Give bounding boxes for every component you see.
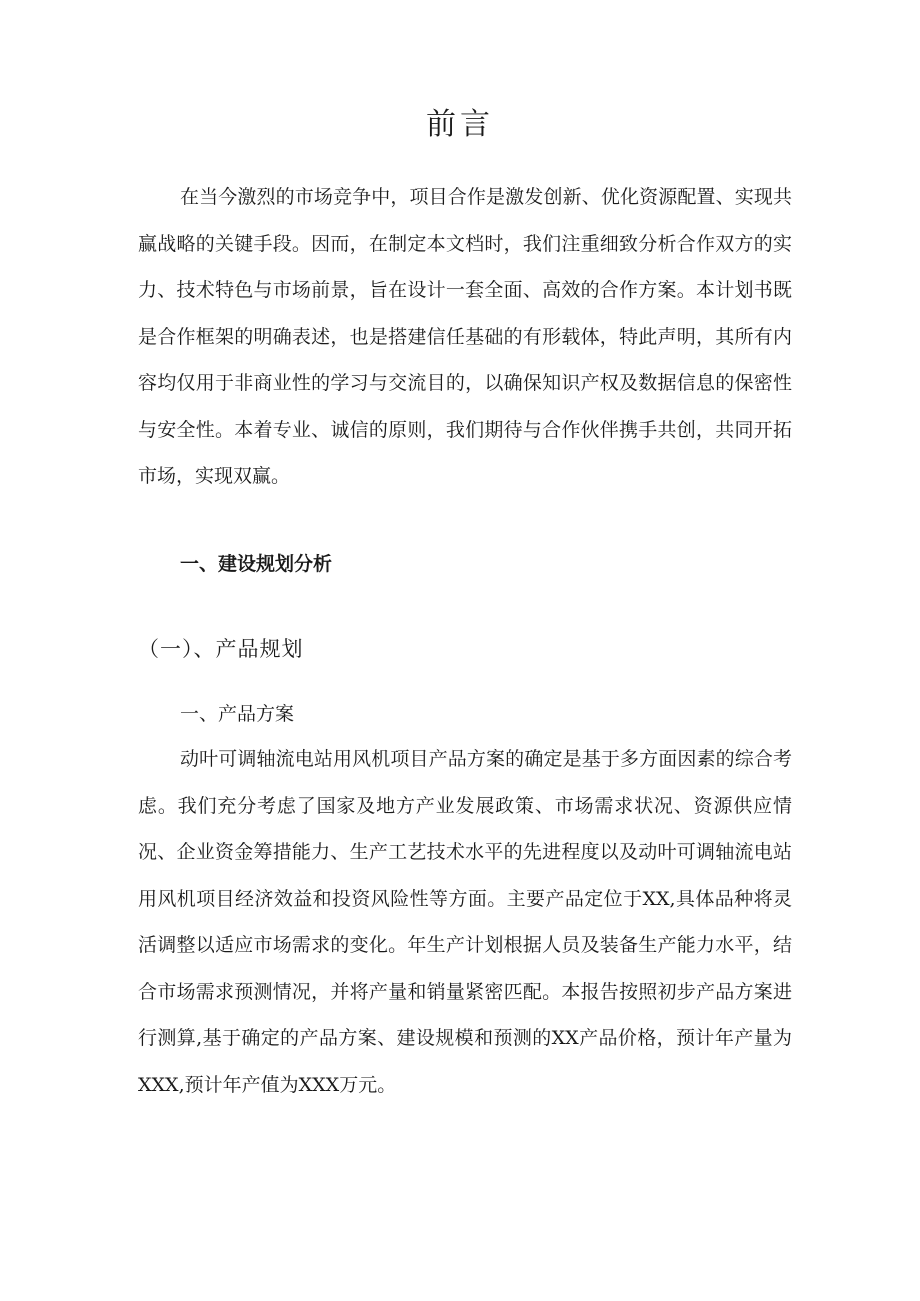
section-heading: 一、建设规划分析 [180, 553, 333, 575]
intro-paragraph: 在当今激烈的市场竞争中，项目合作是激发创新、优化资源配置、实现共赢战略的关键手段。因而，在制定本文档时，我们注重细致分析合作双方的实力、技术特色与市场前景，旨在设计一套全面、高效的合作方案。本计划书既是合作框架的明确表述，也是搭建信任基础的有形载体，特此声明，其所有内容均仅用于非商业性的学习与交流目的，以确保知识产权及数据信息的保密性与安全性。本着专业、诚信的原则，我们期待与合作伙伴携手共创，共同开拓市场，实现双赢。 [138, 186, 792, 487]
subsection-heading: （一）、产品规划 [138, 637, 304, 661]
item-heading: 一、产品方案 [180, 703, 295, 725]
page-title: 前言 [426, 107, 494, 142]
product-plan-paragraph: 动叶可调轴流电站用风机项目产品方案的确定是基于多方面因素的综合考虑。我们充分考虑了国家及地方产业发展政策、市场需求状况、资源供应情况、企业资金筹措能力、生产工艺技术水平的先进程度以及动叶可调轴流电站用风机项目经济效益和投资风险性等方面。主要产品定位于XX,具体品种将灵活调整以适应市场需求的变化。年生产计划根据人员及装备生产能力水平，结合市场需求预测情况，并将产量和销量紧密匹配。本报告按照初步产品方案进行测算,基于确定的产品方案、建设规模和预测的XX产品价格，预计年产量为XXX,预计年产值为XXX万元。 [138, 748, 792, 1096]
